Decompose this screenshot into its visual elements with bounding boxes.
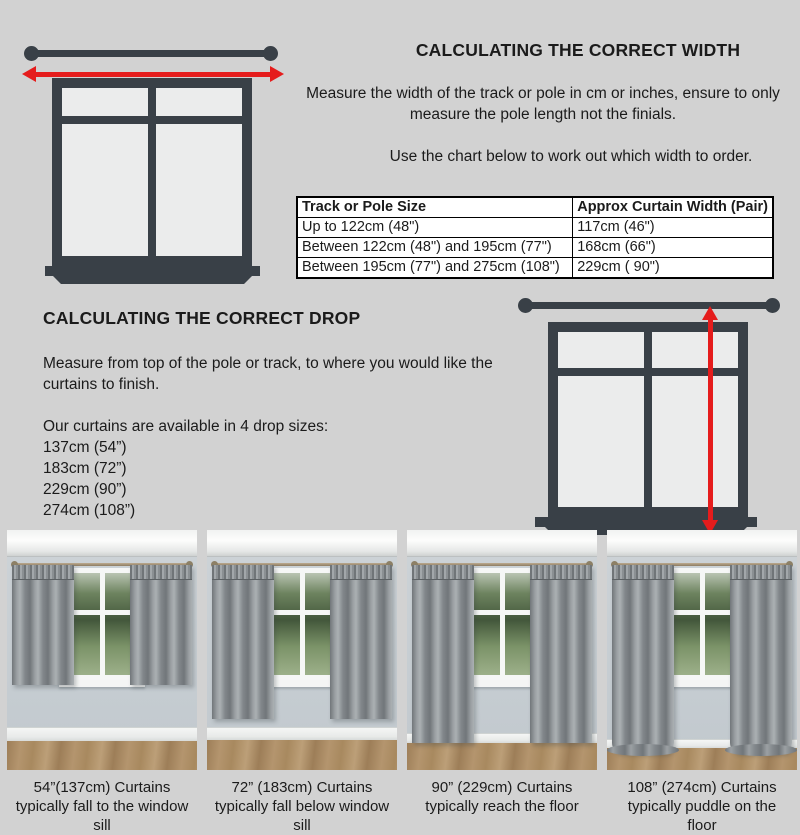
curtain-photo-floor-length	[407, 530, 597, 770]
table-header-row	[297, 197, 773, 218]
arrow-right-head-icon	[270, 66, 284, 82]
drop-example-caption: 54”(137cm) Curtains typically fall to the window sill	[15, 779, 189, 834]
ceiling-cornice	[7, 530, 197, 557]
drop-size-item: 274cm (108”)	[43, 502, 136, 519]
drop-size-item: 137cm (54”)	[43, 439, 127, 456]
drop-example-72	[207, 530, 397, 835]
ceiling-cornice	[407, 530, 597, 557]
drop-section-title: CALCULATING THE CORRECT DROP	[43, 308, 361, 328]
photo-window	[65, 568, 139, 680]
photo-window	[665, 568, 739, 680]
column-header-track-size: Track or Pole Size	[297, 197, 573, 218]
drop-example-caption: 90” (229cm) Curtains typically reach the floor	[425, 779, 579, 815]
window-sill-graphic	[535, 517, 757, 527]
track-size-cell: Up to 122cm (48")	[297, 218, 573, 238]
drop-examples-row	[0, 530, 800, 835]
drop-sizes-list	[43, 437, 508, 521]
curtain-width-table	[296, 196, 774, 279]
window-pane	[558, 376, 644, 507]
skirting-board	[7, 727, 197, 741]
track-size-cell: Between 195cm (77") and 275cm (108")	[297, 258, 573, 279]
window-pane	[62, 88, 148, 116]
curtain-photo-below-sill	[207, 530, 397, 770]
drop-diagram	[505, 295, 795, 540]
window-pane	[652, 376, 738, 507]
drop-sizes-label: Our curtains are available in 4 drop sizes:	[43, 418, 329, 435]
width-chart-note: Use the chart below to work out which width to order.	[389, 148, 753, 165]
window-graphic	[548, 322, 748, 517]
table-row	[297, 238, 773, 258]
ceiling-cornice	[207, 530, 397, 557]
window-sill-graphic	[45, 266, 260, 276]
drop-example-54	[7, 530, 197, 835]
curtain-panel-right	[530, 565, 592, 743]
curtain-panel-left	[212, 565, 274, 719]
table-row	[297, 218, 773, 238]
curtain-panel-left	[12, 565, 74, 685]
width-intro-text: Measure the width of the track or pole in cm or inches, ensure to only measure the pole length not the finials.	[306, 85, 780, 123]
window-pane	[156, 124, 242, 256]
drop-measure-arrow	[702, 306, 718, 534]
curtain-width-cell: 229cm ( 90")	[573, 258, 773, 279]
curtain-photo-sill-length	[7, 530, 197, 770]
photo-window	[265, 568, 339, 680]
ceiling-cornice	[607, 530, 797, 557]
curtain-photo-puddle-length	[607, 530, 797, 770]
column-header-curtain-width: Approx Curtain Width (Pair)	[573, 197, 773, 218]
width-section-title: CALCULATING THE CORRECT WIDTH	[415, 40, 741, 60]
curtain-pole-graphic	[31, 50, 271, 57]
curtain-panel-right	[130, 565, 192, 685]
window-pane	[558, 332, 644, 368]
wood-floor	[407, 743, 597, 770]
drop-size-item: 183cm (72”)	[43, 460, 127, 477]
window-sill-base-graphic	[53, 276, 252, 284]
window-pane	[156, 88, 242, 116]
drop-example-caption: 108” (274cm) Curtains typically puddle on the floor	[627, 779, 777, 834]
track-size-cell: Between 122cm (48") and 195cm (77")	[297, 238, 573, 258]
window-pane	[62, 124, 148, 256]
curtain-panel-left	[612, 565, 674, 753]
drop-size-item: 229cm (90”)	[43, 481, 127, 498]
drop-section	[43, 308, 508, 521]
width-section	[292, 40, 794, 167]
skirting-board	[207, 727, 397, 740]
table-row	[297, 258, 773, 279]
curtain-panel-right	[330, 565, 392, 719]
curtain-pole-graphic	[525, 302, 773, 309]
wood-floor	[7, 741, 197, 770]
window-graphic	[52, 78, 252, 266]
drop-intro-text: Measure from top of the pole or track, to where you would like the curtains to finish.	[43, 355, 493, 393]
window-pane	[652, 332, 738, 368]
drop-example-108	[607, 530, 797, 835]
wood-floor	[207, 740, 397, 770]
drop-example-caption: 72” (183cm) Curtains typically fall below window sill	[214, 779, 390, 834]
photo-window	[465, 568, 539, 680]
width-diagram	[15, 40, 290, 286]
curtain-panel-right	[730, 565, 792, 753]
drop-example-90	[407, 530, 597, 835]
curtain-panel-left	[412, 565, 474, 743]
curtain-width-cell: 117cm (46")	[573, 218, 773, 238]
curtain-width-cell: 168cm (66")	[573, 238, 773, 258]
